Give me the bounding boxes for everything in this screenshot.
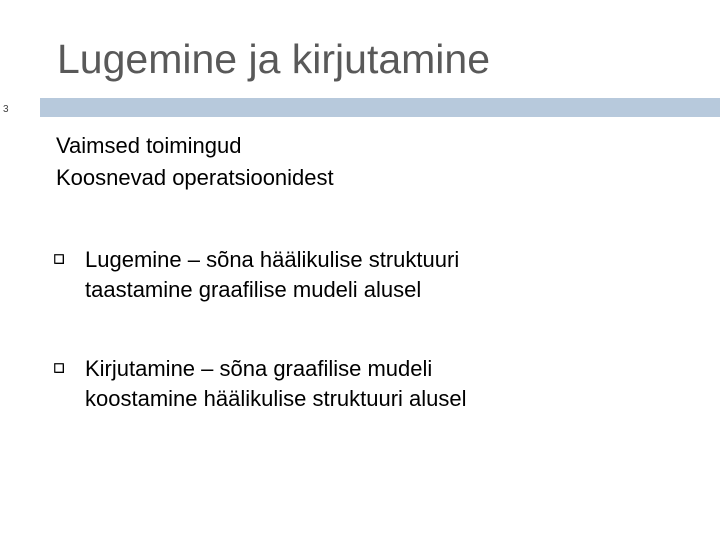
accent-bar bbox=[40, 98, 720, 117]
hollow-square-icon bbox=[54, 363, 64, 373]
slide-title: Lugemine ja kirjutamine bbox=[57, 36, 491, 82]
intro-line-1: Vaimsed toimingud bbox=[56, 133, 242, 158]
bullet-1-line-1: Lugemine – sõna häälikulise struktuuri bbox=[85, 247, 460, 272]
bullet-1-line-2: taastamine graafilise mudeli alusel bbox=[85, 277, 422, 302]
bullet-text-2 bbox=[85, 354, 467, 414]
bullet-text-1 bbox=[85, 245, 459, 305]
hollow-square-icon bbox=[54, 254, 64, 264]
intro-text bbox=[56, 130, 334, 194]
bullet-2-line-1: Kirjutamine – sõna graafilise mudeli bbox=[85, 356, 433, 381]
slide-number: 3 bbox=[3, 104, 9, 115]
intro-line-2: Koosnevad operatsioonidest bbox=[56, 165, 334, 190]
bullet-2-line-2: koostamine häälikulise struktuuri alusel bbox=[85, 386, 467, 411]
